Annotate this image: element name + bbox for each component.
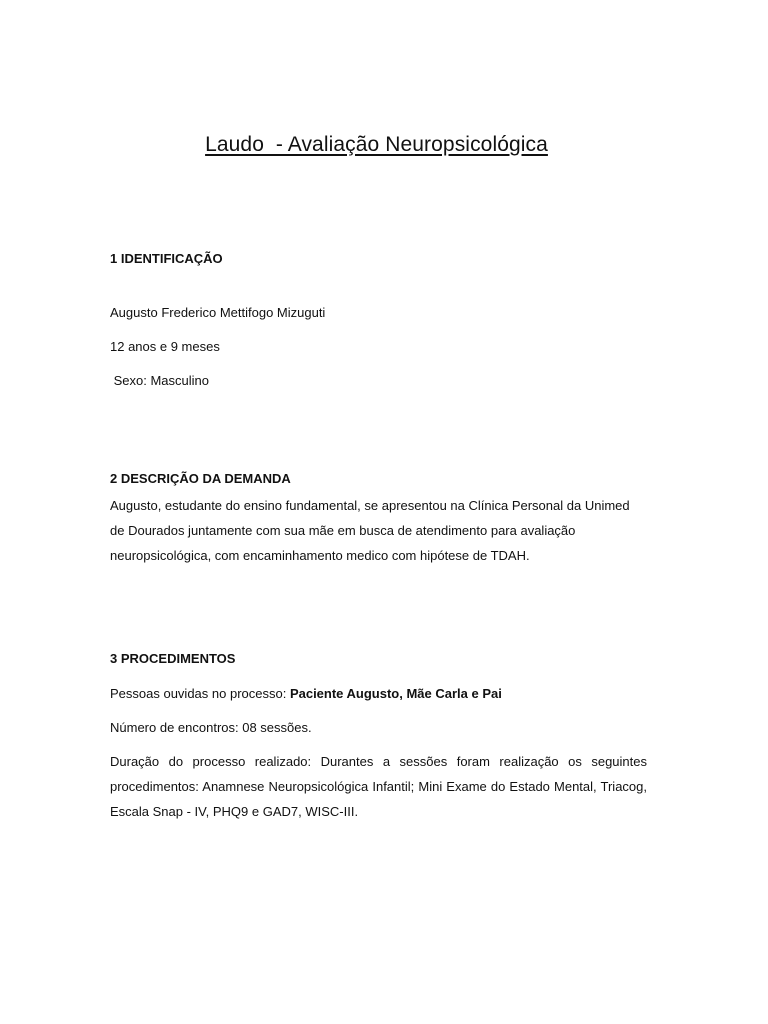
patient-sex: Sexo: Masculino <box>110 373 209 388</box>
pessoas-ouvidas-line <box>110 681 647 706</box>
section-heading-demanda: 2 DESCRIÇÃO DA DEMANDA <box>110 471 291 486</box>
demanda-paragraph: Augusto, estudante do ensino fundamental, se apresentou na Clínica Personal da Unimed de Dourados juntamente com sua mãe em busca de atendimento para avaliação neuropsicológica, com encaminhamento medico com hipótese de TDAH. <box>110 498 630 563</box>
patient-age: 12 anos e 9 meses <box>110 339 220 354</box>
pessoas-ouvidas-label: Pessoas ouvidas no processo: <box>110 686 290 701</box>
document-title: Laudo - Avaliação Neuropsicológica <box>205 133 548 156</box>
duracao-paragraph: Duração do processo realizado: Durantes a sessões foram realização os seguintes procedimentos: Anamnese Neuropsicológica Infantil; Mini Exame do Estado Mental, Triacog, Escala Snap - IV, PHQ9 e GAD7, WISC-III. <box>110 754 647 819</box>
section-heading-identificacao: 1 IDENTIFICAÇÃO <box>110 251 223 266</box>
section-heading-procedimentos: 3 PROCEDIMENTOS <box>110 651 236 666</box>
numero-encontros: Número de encontros: 08 sessões. <box>110 720 312 735</box>
pessoas-ouvidas-value: Paciente Augusto, Mãe Carla e Pai <box>289 686 502 701</box>
patient-name: Augusto Frederico Mettifogo Mizuguti <box>110 305 326 320</box>
